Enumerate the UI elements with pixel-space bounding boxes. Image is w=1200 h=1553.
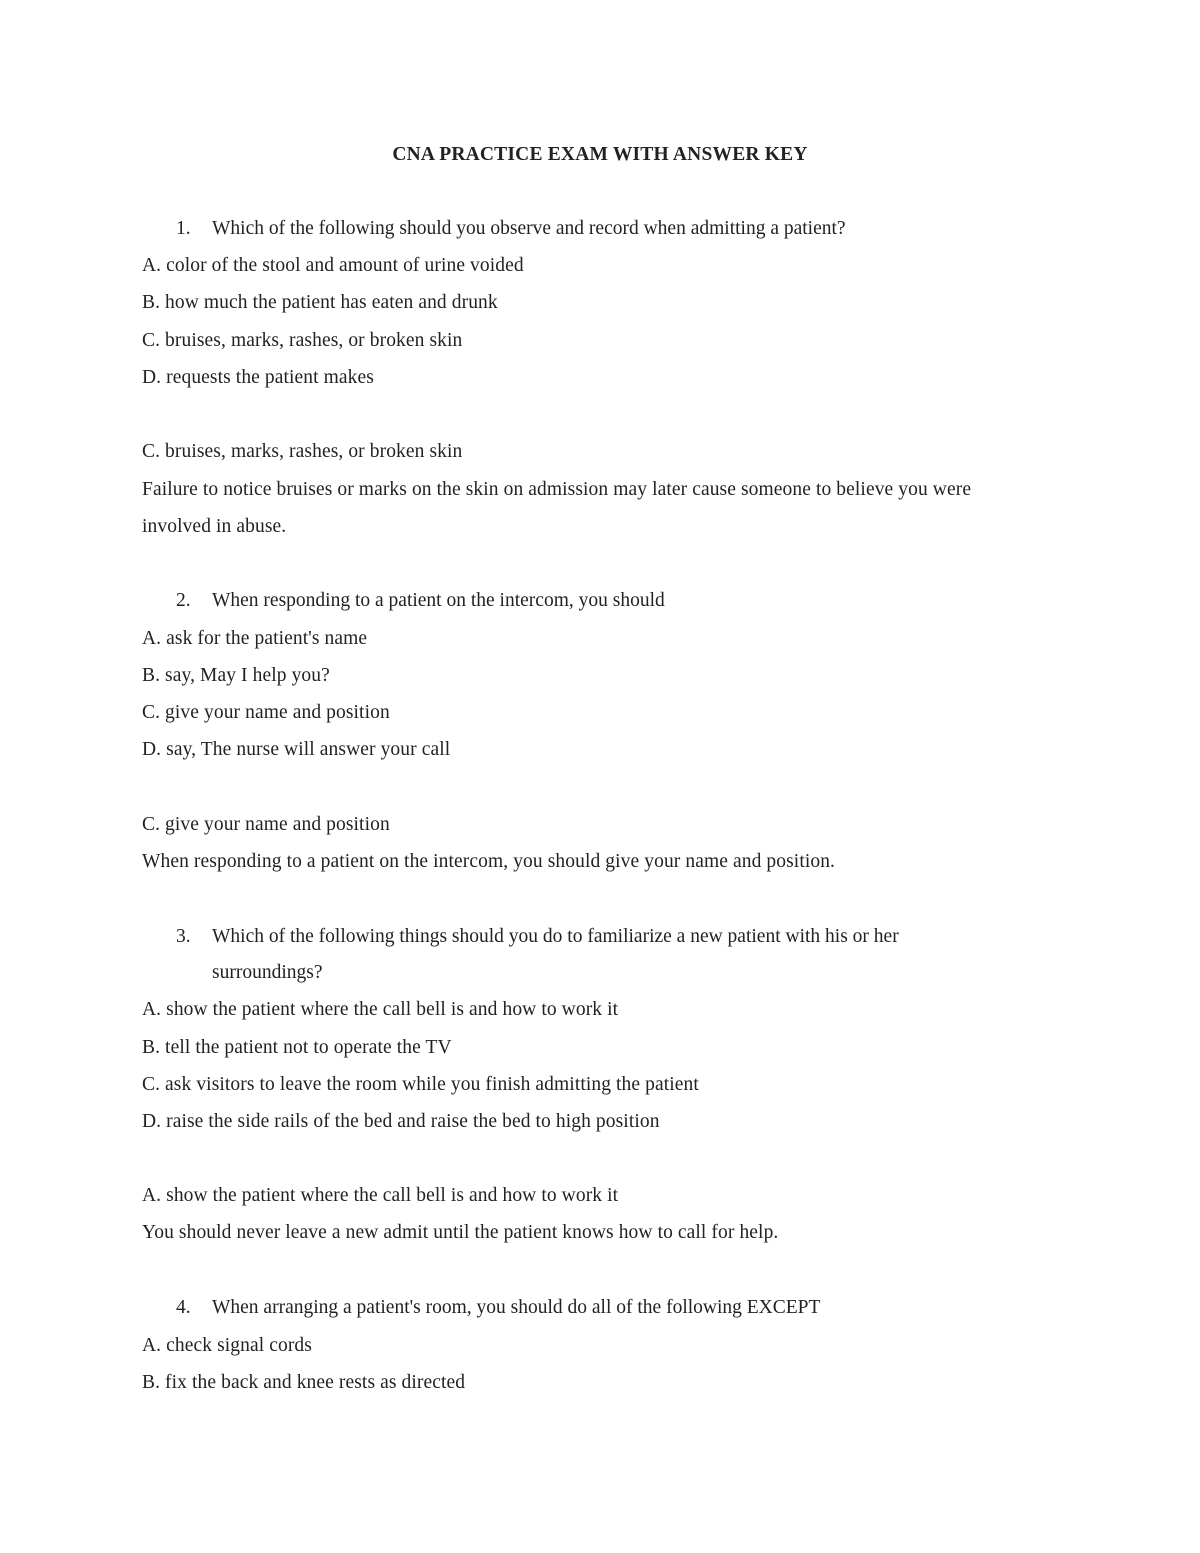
question-1-explanation-line-2: involved in abuse. (142, 516, 287, 537)
question-2-option-a: A. ask for the patient's name (142, 628, 368, 649)
question-1-explanation-line-1: Failure to notice bruises or marks on the skin on admission may later cause someone to believe you were (142, 479, 972, 500)
question-2-explanation: When responding to a patient on the intercom, you should give your name and position. (142, 851, 836, 872)
question-3-option-d: D. raise the side rails of the bed and raise the bed to high position (142, 1111, 660, 1132)
question-1-option-b: B. how much the patient has eaten and drunk (142, 292, 498, 313)
question-1-answer: C. bruises, marks, rashes, or broken skin (142, 441, 463, 462)
question-2-option-c: C. give your name and position (142, 702, 390, 723)
question-3-number: 3. (176, 926, 191, 947)
question-4-option-b: B. fix the back and knee rests as directed (142, 1372, 466, 1393)
question-1-number: 1. (176, 218, 191, 239)
question-2-number: 2. (176, 590, 191, 611)
question-1-option-d: D. requests the patient makes (142, 367, 374, 388)
question-3-explanation: You should never leave a new admit until the patient knows how to call for help. (142, 1222, 779, 1243)
question-3-text-line-2: surroundings? (212, 962, 323, 983)
question-4-option-a: A. check signal cords (142, 1335, 312, 1356)
question-3-option-b: B. tell the patient not to operate the TV (142, 1037, 452, 1058)
question-1-text: Which of the following should you observe and record when admitting a patient? (212, 218, 846, 239)
question-3-text-line-1: Which of the following things should you do to familiarize a new patient with his or her (212, 926, 899, 947)
question-1-option-c: C. bruises, marks, rashes, or broken skin (142, 330, 463, 351)
question-4-text: When arranging a patient's room, you should do all of the following EXCEPT (212, 1297, 821, 1318)
question-2-text: When responding to a patient on the intercom, you should (212, 590, 665, 611)
question-2-option-b: B. say, May I help you? (142, 665, 330, 686)
document-title: CNA PRACTICE EXAM WITH ANSWER KEY (392, 144, 808, 165)
question-3-answer: A. show the patient where the call bell is and how to work it (142, 1185, 619, 1206)
question-1-option-a: A. color of the stool and amount of urine voided (142, 255, 524, 276)
question-3-option-a: A. show the patient where the call bell is and how to work it (142, 999, 619, 1020)
question-2-option-d: D. say, The nurse will answer your call (142, 739, 451, 760)
question-4-number: 4. (176, 1297, 191, 1318)
question-2-answer: C. give your name and position (142, 814, 390, 835)
question-3-option-c: C. ask visitors to leave the room while you finish admitting the patient (142, 1074, 699, 1095)
